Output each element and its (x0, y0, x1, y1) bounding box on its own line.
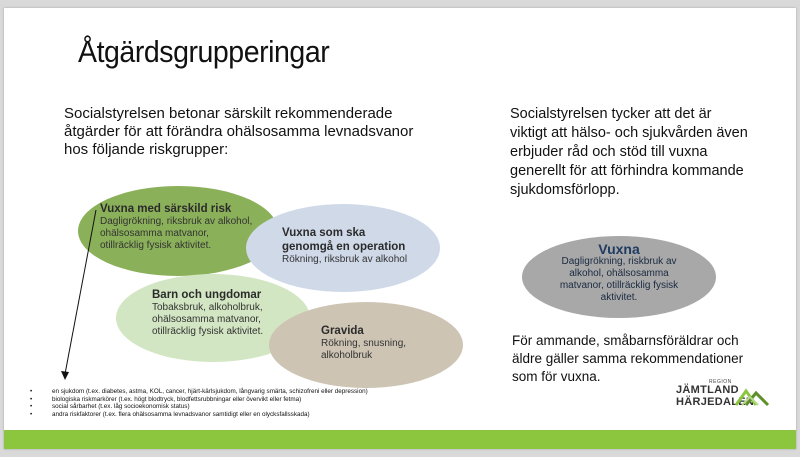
vuxna-risk-line: otillräcklig fysisk aktivitet. (100, 240, 212, 251)
vuxna-line: matvanor, otillräcklig fysisk (559, 280, 679, 291)
barn-line: ohälsosamma matvanor, (152, 314, 261, 325)
risk-criteria-list (24, 388, 494, 418)
gravida-line: Rökning, snusning, (321, 338, 407, 349)
bottom-text: För ammande, småbarnsföräldrar och äldre gäller samma rekommendationer som för vuxna. (512, 333, 744, 384)
footer-green-bar (4, 430, 796, 449)
operation-heading-line: Vuxna som ska (282, 227, 366, 239)
list-item: • andra riskfaktorer (t.ex. flera ohälsosamma levnadsvanor samtidigt eller en olycksfallsskada) (24, 411, 494, 419)
list-item: • en sjukdom (t.ex. diabetes, astma, KOL, cancer, hjärt-kärlsjukdom, långvarig smärta, schizofreni eller depression) (24, 388, 494, 396)
ellipse-vuxna-med-sarskild-risk (78, 186, 278, 276)
list-item: • biologiska riskmarkörer (t.ex. högt blodtryck, blodfettsrubbningar eller övervikt eller fetma) (24, 396, 494, 404)
logo-line-2: HÄRJEDALEN (676, 396, 755, 408)
logo-region-label: REGION (709, 379, 732, 385)
region-logo (676, 379, 776, 419)
vuxna-line: Dagligrökning, riskbruk av (561, 256, 677, 267)
slide-title: Åtgärdsgrupperingar (78, 34, 330, 69)
vuxna-line: alkohol, ohälsosamma (569, 268, 669, 279)
operation-heading-line: genomgå en operation (282, 241, 406, 253)
barn-line: otillräcklig fysisk aktivitet. (152, 326, 264, 337)
vuxna-heading: Vuxna (598, 241, 640, 257)
ellipse-vuxna (522, 236, 716, 318)
vuxna-risk-line: ohälsosamma matvanor, (100, 228, 209, 239)
slide (4, 8, 796, 449)
mountain-logo-icon (734, 385, 770, 409)
intro-text: Socialstyrelsen betonar särskilt rekommenderade åtgärder för att förändra ohälsosamma levnadsvanor hos följande riskgrupper: (64, 105, 414, 158)
list-item: • social sårbarhet (t.ex. låg socioekonomisk status) (24, 403, 494, 411)
logo-line-1: JÄMTLAND (676, 384, 739, 396)
vuxna-risk-line: Dagligrökning, riksbruk av alkohol, (100, 216, 253, 227)
barn-line: Tobaksbruk, alkoholbruk, (152, 302, 263, 313)
vuxna-line: aktivitet. (600, 292, 638, 303)
ellipse-operation (246, 204, 440, 292)
right-text: Socialstyrelsen tycker att det är viktigt att hälso- och sjukvården även erbjuder råd och stöd till vuxna generellt för att förhindra kommande sjukdomsförlopp. (510, 106, 748, 198)
barn-heading: Barn och ungdomar (152, 289, 262, 301)
vuxna-risk-heading: Vuxna med särskild risk (100, 203, 232, 215)
operation-line: Rökning, riksbruk av alkohol (282, 254, 408, 265)
gravida-line: alkoholbruk (321, 350, 373, 361)
gravida-heading: Gravida (321, 325, 364, 337)
ellipse-gravida (269, 302, 463, 388)
